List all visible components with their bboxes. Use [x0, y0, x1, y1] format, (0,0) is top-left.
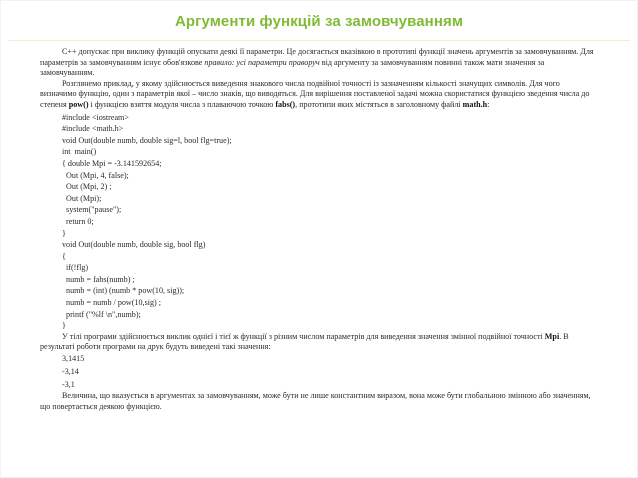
- fabs-function: fabs(): [275, 99, 296, 109]
- para1-end: від аргументу за замовчуванням повинні також мати значення за замовчуванням.: [40, 57, 545, 78]
- math-header: math.h: [462, 99, 488, 109]
- code-line: system("pause");: [62, 205, 122, 215]
- code-line: if(!flg): [62, 263, 89, 273]
- code-line: Out (Mpi, 2) ;: [62, 182, 112, 192]
- code-line: return 0;: [62, 216, 94, 226]
- output-line: 3,1415: [62, 354, 85, 364]
- para2-mid: і функцією взяття модуля числа з плаваючою точкою: [88, 99, 276, 109]
- code-line: numb = (int) (numb * pow(10, sig));: [62, 286, 185, 296]
- paragraph-program-body: [40, 332, 598, 353]
- para2-start: Розглянемо приклад, у якому здійснюється виведення знакового числа подвійної точності із зазначенням кількості значущих символів. Для чого визначимо функцію, один з параметрів якої – число знаків, що виводяться. Для вирішення поставленої задачі можна скористатися функцією зведення числа до степеня: [40, 78, 590, 109]
- code-line: {: [62, 251, 66, 261]
- code-line: printf ("%lf \n",numb);: [62, 309, 141, 319]
- code-line: #include <iostream>: [62, 112, 129, 122]
- para2-tail: :: [487, 99, 490, 109]
- code-line: { double Mpi = -3.141592654;: [62, 158, 162, 168]
- para1-rule: правило: усі параметри праворуч: [204, 57, 320, 67]
- code-line: void Out(double numb, double sig=l, bool flg=true);: [62, 135, 232, 145]
- code-line: numb = numb / pow(10,sig) ;: [62, 298, 161, 308]
- slide-title: Аргументи функцій за замовчуванням: [174, 13, 464, 30]
- code-line: void Out(double numb, double sig, bool flg): [62, 240, 206, 250]
- paragraph-default-args-intro: [40, 47, 598, 79]
- slide-content: [40, 47, 598, 413]
- para1-start: С++ допускає при виклику функцій опускати деякі її параметри. Це досягається вказівкою в прототипі функції значень аргументів за замовчуванням. Для параметрів за замовчуванням існує обов'язкове: [40, 47, 594, 67]
- output-line: -3,14: [62, 366, 79, 376]
- mpi-variable: Mpi: [544, 331, 560, 341]
- code-line: }: [62, 321, 66, 331]
- code-line: Out (Mpi);: [62, 193, 102, 203]
- code-line: #include <math.h>: [62, 124, 124, 134]
- para2-end: , прототипи яких містяться в заголовному файлі: [295, 99, 463, 109]
- output-line: -3,1: [62, 379, 75, 389]
- paragraph-default-value-note: Величина, що вказується в аргументах за замовчуванням, може бути не лише константним виразом, вона може бути глобальною змінною або значенням, що повертається деякою функцією.: [40, 391, 591, 412]
- code-line: }: [62, 228, 66, 238]
- para3-start: У тілі програми здійснюється виклик однієї і тієї ж функції з різним числом параметрів для виведення значення змінної подвійної точності: [62, 331, 545, 341]
- code-line: Out (Mpi, 4, false);: [62, 170, 129, 180]
- para3-end: . В результаті роботи програми на друк будуть виведені такі значення:: [40, 331, 569, 352]
- paragraph-example-intro: [40, 79, 598, 111]
- code-line: int main(): [62, 147, 97, 157]
- pow-function: pow(): [68, 99, 89, 109]
- code-line: numb = fabs(numb) ;: [62, 274, 135, 284]
